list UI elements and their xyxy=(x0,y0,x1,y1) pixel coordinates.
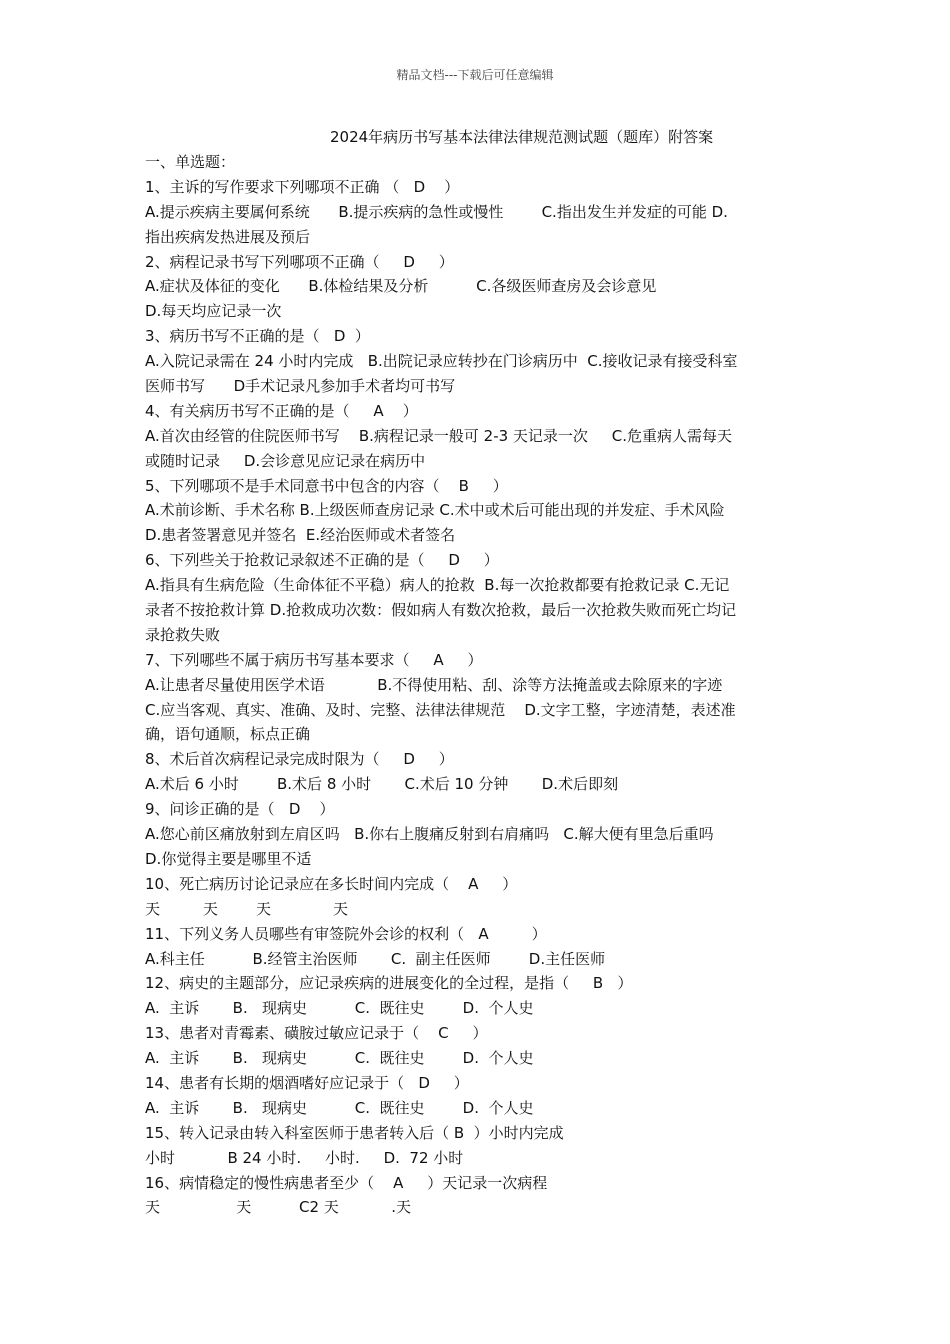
text-line: 天 天 C2 天 .天 xyxy=(145,1198,411,1217)
text-line: 16、病情稳定的慢性病患者至少（ A ）天记录一次病程 xyxy=(145,1173,548,1192)
text-line: 10、死亡病历讨论记录应在多长时间内完成（ A ） xyxy=(145,874,518,893)
text-line: D.每天均应记录一次 xyxy=(145,302,282,321)
text-line: 3、病历书写不正确的是（ D ） xyxy=(145,327,370,346)
text-line: 或随时记录 D.会诊意见应记录在病历中 xyxy=(145,451,426,470)
text-line: 录者不按抢救计算 D.抢救成功次数：假如病人有数次抢救，最后一次抢救失败而死亡均记 xyxy=(145,601,737,620)
text-line: A. 主诉 B. 现病史 C. 既往史 D. 个人史 xyxy=(145,1049,534,1068)
text-line: 8、术后首次病程记录完成时限为（ D ） xyxy=(145,750,454,769)
text-line: A. 主诉 B. 现病史 C. 既往史 D. 个人史 xyxy=(145,1098,534,1117)
text-line: 6、下列些关于抢救记录叙述不正确的是（ D ） xyxy=(145,551,499,570)
text-line: 小时 B 24 小时. 小时. D. 72 小时 xyxy=(145,1148,464,1167)
text-line: 录抢救失败 xyxy=(145,625,221,644)
text-line: 医师书写 D手术记录凡参加手术者均可书写 xyxy=(145,377,456,396)
text-line: A.提示疾病主要属何系统 B.提示疾病的急性或慢性 C.指出发生并发症的可能 D. xyxy=(145,202,728,221)
text-line: A.术前诊断、手术名称 B.上级医师查房记录 C.术中或术后可能出现的并发症、手术风险 xyxy=(145,501,725,520)
document-title: 2024年病历书写基本法律法律规范测试题（题库）附答案 xyxy=(330,128,714,146)
text-line: A.术后 6 小时 B.术后 8 小时 C.术后 10 分钟 D.术后即刻 xyxy=(145,775,619,794)
text-line: 13、患者对青霉素、磺胺过敏应记录于（ C ） xyxy=(145,1024,488,1043)
text-line: A.入院记录需在 24 小时内完成 B.出院记录应转抄在门诊病历中 C.接收记录有接受科室 xyxy=(145,352,738,371)
text-line: C.应当客观、真实、准确、及时、完整、法律法律规范 D.文字工整，字迹清楚，表述准 xyxy=(145,700,736,719)
text-line: 5、下列哪项不是手术同意书中包含的内容（ B ） xyxy=(145,476,508,495)
text-line: 9、问诊正确的是（ D ） xyxy=(145,800,335,819)
text-line: A. 主诉 B. 现病史 C. 既往史 D. 个人史 xyxy=(145,999,534,1018)
document-body xyxy=(145,150,813,1220)
text-line: 11、下列义务人员哪些有审签院外会诊的权利（ A ） xyxy=(145,924,547,943)
text-line: 一、单选题： xyxy=(145,153,236,171)
text-line: 7、下列哪些不属于病历书写基本要求（ A ） xyxy=(145,650,483,669)
text-line: D.患者签署意见并签名 E.经治医师或术者签名 xyxy=(145,526,456,545)
text-line: A.您心前区痛放射到左肩区吗 B.你右上腹痛反射到右肩痛吗 C.解大便有里急后重吗 xyxy=(145,825,714,844)
text-line: 15、转入记录由转入科室医师于患者转入后（ B ）小时内完成 xyxy=(145,1123,564,1142)
text-line: 4、有关病历书写不正确的是（ A ） xyxy=(145,401,418,420)
text-line: D.你觉得主要是哪里不适 xyxy=(145,849,312,868)
text-line: 天 天 天 天 xyxy=(145,899,349,918)
text-line: 2、病程记录书写下列哪项不正确（ D ） xyxy=(145,252,454,271)
text-line: 确，语句通顺，标点正确 xyxy=(145,725,311,744)
text-line: A.让患者尽量使用医学术语 B.不得使用粘、刮、涂等方法掩盖或去除原来的字迹 xyxy=(145,675,723,694)
text-line: 指出疾病发热进展及预后 xyxy=(145,227,311,246)
text-line: 1、主诉的写作要求下列哪项不正确 （ D ） xyxy=(145,177,460,196)
text-line: A.首次由经管的住院医师书写 B.病程记录一般可 2-3 天记录一次 C.危重病人需每天 xyxy=(145,426,733,445)
text-line: A.科主任 B.经管主治医师 C. 副主任医师 D.主任医师 xyxy=(145,949,606,968)
text-line: A.症状及体征的变化 B.体检结果及分析 C.各级医师查房及会诊意见 xyxy=(145,277,657,296)
text-line: A.指具有生病危险（生命体征不平稳）病人的抢救 B.每一次抢救都要有抢救记录 C.无记 xyxy=(145,576,730,595)
text-line: 12、病史的主题部分，应记录疾病的进展变化的全过程，是指（ B ） xyxy=(145,974,633,993)
text-line: 14、患者有长期的烟酒嗜好应记录于（ D ） xyxy=(145,1073,469,1092)
header-note: 精品文档---下载后可任意编辑 xyxy=(396,68,554,82)
